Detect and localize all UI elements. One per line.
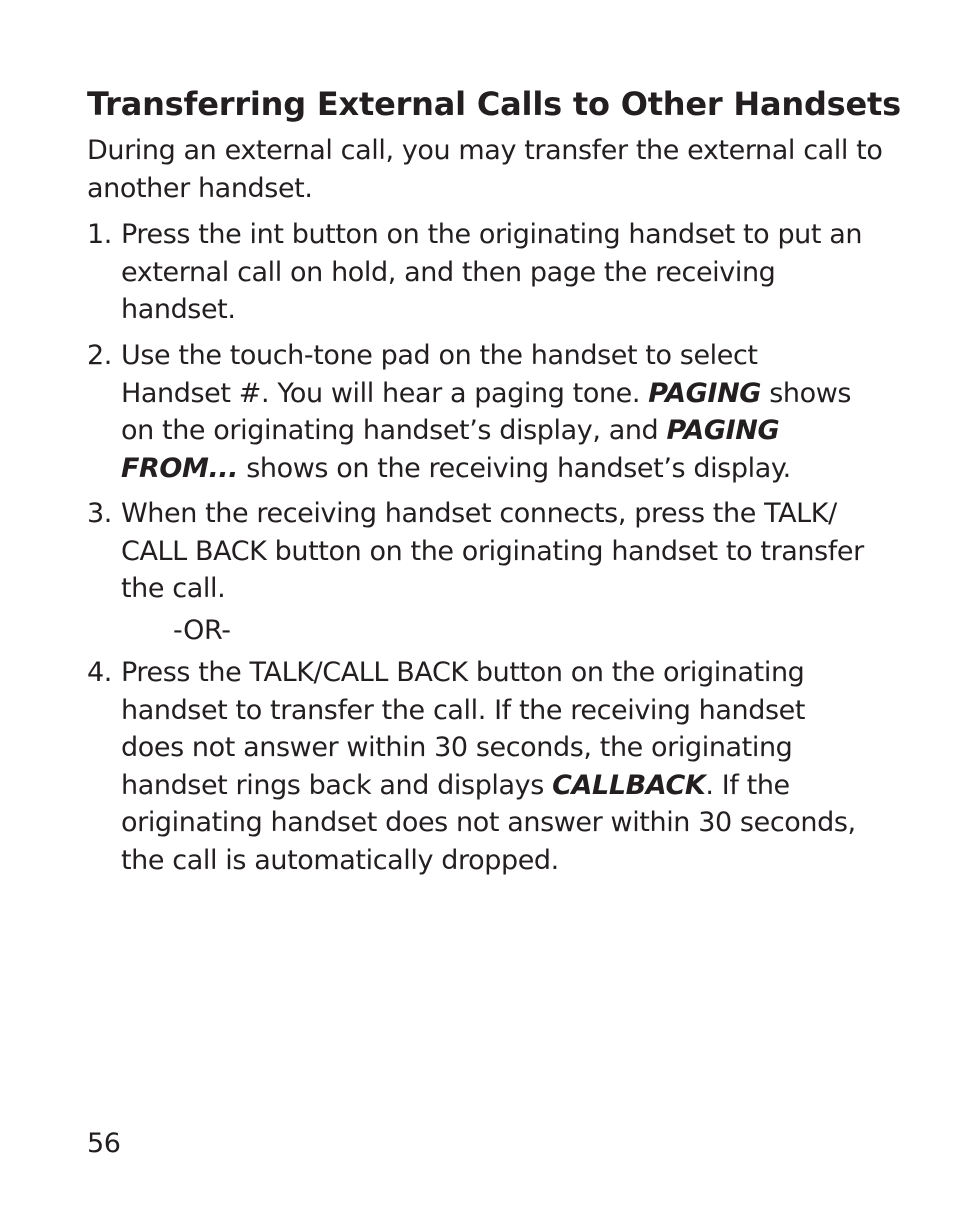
step-text-part: Use the touch-tone pad on the handset to select Handset #. You will hear a paging tone. — [121, 340, 758, 409]
intro-paragraph: During an external call, you may transfer the external call to another handset. — [87, 135, 883, 204]
step-3 — [87, 495, 887, 608]
step-4 — [87, 654, 887, 879]
step-text — [121, 337, 866, 487]
section-heading: Transferring External Calls to Other Handsets — [87, 85, 901, 123]
or-separator: -OR- — [173, 615, 231, 646]
display-message-paging: PAGING — [648, 377, 762, 409]
step-1 — [87, 216, 887, 329]
step-text-part: shows on the receiving handset’s display. — [238, 452, 791, 484]
step-text: Press the int button on the originating handset to put an external call on hold, and then page the receiving handset. — [121, 219, 863, 325]
step-text: When the receiving handset connects, press the TALK/ CALL BACK button on the originating handset to transfer the call. — [121, 498, 864, 604]
display-message-paging-from: PAGING FROM... — [121, 415, 780, 484]
step-number: 1. — [87, 219, 112, 250]
step-text-part: . If the originating handset does not answer within 30 seconds, the call is automatically dropped. — [121, 769, 856, 876]
step-number: 2. — [87, 340, 112, 371]
step-2 — [87, 337, 887, 487]
step-number: 4. — [87, 657, 112, 688]
display-message-callback: CALLBACK — [552, 769, 706, 801]
step-text-part: shows on the originating handset’s display, and — [121, 377, 852, 446]
step-text-part: Press the TALK/CALL BACK button on the originating handset to transfer the call. If the receiving handset does not answer within 30 seconds, the originating handset rings back and displays — [121, 657, 806, 801]
step-text — [121, 654, 866, 879]
step-number: 3. — [87, 498, 112, 529]
page-number: 56 — [87, 1128, 121, 1159]
